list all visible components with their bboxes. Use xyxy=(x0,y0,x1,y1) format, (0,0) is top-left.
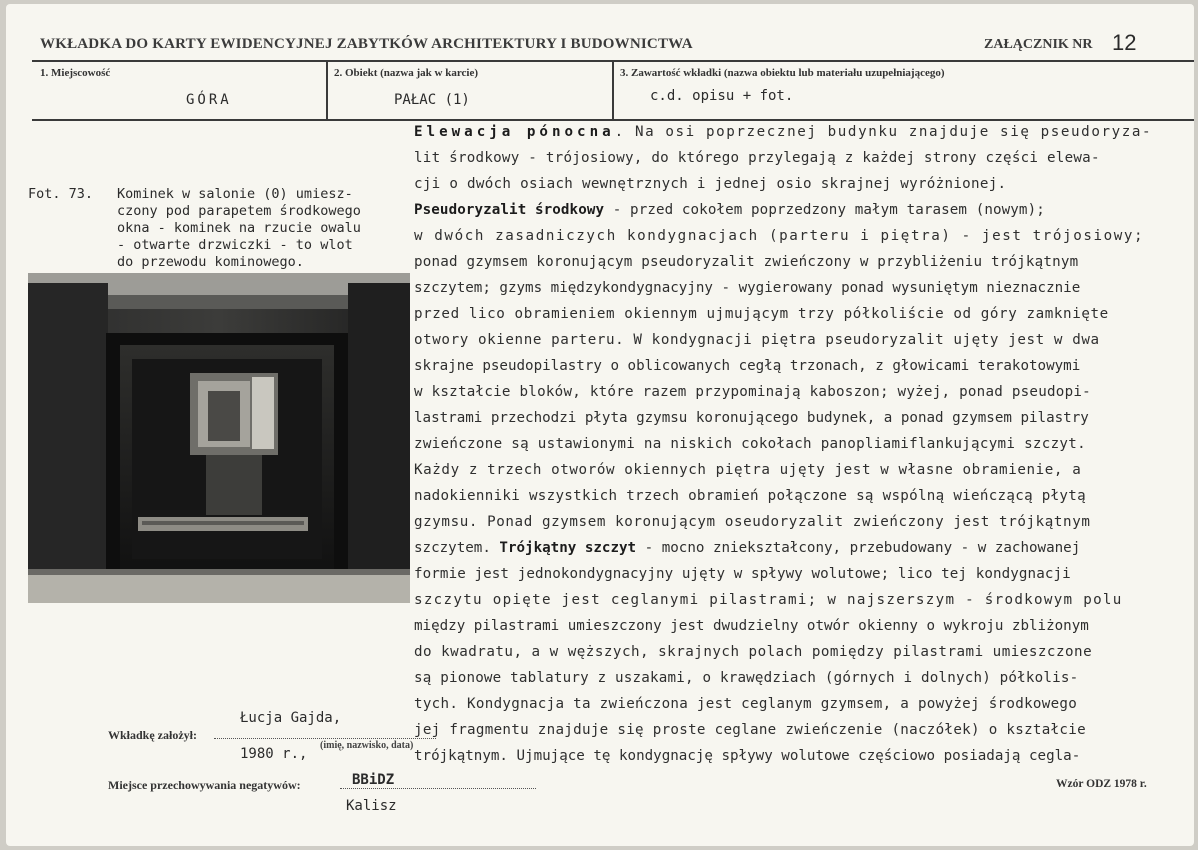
attachment-label: ZAŁĄCZNIK NR xyxy=(984,37,1093,52)
fireplace-photo-image xyxy=(28,273,410,603)
author-year: 1980 r., xyxy=(240,746,308,762)
content-label: 3. Zawartość wkładki (nazwa obiektu lub materiału uzupełniającego) xyxy=(620,67,945,79)
negatives-value: BBiDZ xyxy=(352,772,395,788)
negatives-city: Kalisz xyxy=(346,798,397,814)
body-line-11: w kształcie bloków, które razem przypominają kaboszon; wyżej, ponad pseudopi- xyxy=(414,384,1091,400)
body-line-19: szczytu opięte jest ceglanymi pilastrami; w najszerszym - środkowym polu xyxy=(414,592,1123,608)
fireplace-photo xyxy=(28,273,410,603)
body-line-6: ponad gzymsem koronującym pseudoryzalit zwieńczony w przybliżeniu trójkątnym xyxy=(414,254,1079,270)
body-line-15: nadokienniki wszystkich trzech obramień połączone są wspólną wieńczącą płytą xyxy=(414,488,1086,504)
body-line-2: lit środkowy - trójosiowy, do którego przylegają z każdej strony części elewa- xyxy=(414,150,1100,166)
body-line-7: szczytem; gzyms międzykondygnacyjny - wygierowany ponad wysuniętym nieznacznie xyxy=(414,280,1081,296)
author-label: Wkładkę założył: xyxy=(108,728,197,742)
body-line-24: jej fragmentu znajduje się proste ceglane zwieńczenie (naczółek) o kształcie xyxy=(414,722,1086,738)
photo-caption-line: Kominek w salonie (0) umiesz- xyxy=(117,186,353,202)
object-value: PAŁAC (1) xyxy=(394,92,470,108)
negatives-label: Miejsce przechowywania negatywów: xyxy=(108,778,301,792)
form-version: Wzór ODZ 1978 r. xyxy=(1056,778,1147,790)
body-line-8: przed lico obramieniem okiennym ujmującym trzy półkoliście od góry zamknięte xyxy=(414,306,1109,322)
field-separator-2 xyxy=(612,61,614,119)
field-separator-1 xyxy=(326,61,328,119)
body-line-5: w dwóch zasadniczych kondygnacjach (parteru i piętra) - jest trójosiowy; xyxy=(414,228,1145,244)
body-line-21: do kwadratu, a w węższych, skrajnych polach pomiędzy pilastrami umieszczone xyxy=(414,644,1093,660)
body-line-12: lastrami przechodzi płyta gzymsu koronującego budynek, a ponad gzymsem pilastry xyxy=(414,410,1089,426)
body-line-3: cji o dwóch osiach wewnętrznych i jednej osio skrajnej wyróżnionej. xyxy=(414,176,1007,192)
body-line-1: Elewacja pónocna. Na osi poprzecznej budynku znajduje się pseudoryza- xyxy=(414,124,1153,140)
body-line-17: szczytem. Trójkątny szczyt - mocno zniekształcony, przebudowany - w zachowanej xyxy=(414,540,1081,556)
body-line-10: skrajne pseudopilastry o oblicowanych cegłą trzonach, z głowicami terakotowymi xyxy=(414,358,1081,374)
photo-caption-line: do przewodu kominowego. xyxy=(117,254,304,270)
author-name: Łucja Gajda, xyxy=(240,710,342,726)
photo-ref: Fot. 73. xyxy=(28,186,94,202)
body-line-4: Pseudoryzalit środkowy - przed cokołem poprzedzony małym tarasem (nowym); xyxy=(414,202,1045,218)
card-title: WKŁADKA DO KARTY EWIDENCYJNEJ ZABYTKÓW ARCHITEKTURY I BUDOWNICTWA xyxy=(40,36,693,52)
fields-bottom-divider xyxy=(32,119,1194,121)
body-line-9: otwory okienne parteru. W kondygnacji piętra pseudoryzalit ujęty jest w dwa xyxy=(414,332,1100,348)
author-hint: (imię, nazwisko, data) xyxy=(320,740,414,751)
body-line-13: zwieńczone są ustawionymi na niskich cokołach panopliamiflankującymi szczyt. xyxy=(414,436,1086,452)
content-value: c.d. opisu + fot. xyxy=(650,88,794,104)
author-name-line xyxy=(214,738,436,739)
body-line-18: formie jest jednokondygnacyjny ujęty w spływy wolutowe; lico tej kondygnacji xyxy=(414,566,1071,582)
body-line-25: trójkątnym. Ujmujące tę kondygnację spływy wolutowe częściowo posiadają cegla- xyxy=(414,748,1081,764)
body-line-22: są pionowe tablatury z uszakami, o krawędziach (górnych i dolnych) półkolis- xyxy=(414,670,1079,686)
attachment-number: 12 xyxy=(1112,30,1137,55)
body-line-16: gzymsu. Ponad gzymsem koronującym oseudoryzalit zwieńczony jest trójkątnym xyxy=(414,514,1091,530)
locality-label: 1. Miejscowość xyxy=(40,67,111,79)
photo-caption-line: okna - kominek na rzucie owalu xyxy=(117,220,361,236)
record-card xyxy=(6,4,1194,846)
negatives-line xyxy=(340,788,536,789)
body-line-14: Każdy z trzech otworów okiennych piętra ujęty jest w własne obramienie, a xyxy=(414,462,1082,478)
photo-caption-line: - otwarte drzwiczki - to wlot xyxy=(117,237,353,253)
body-line-20: między pilastrami umieszczony jest dwudzielny otwór okienny o wykroju zbliżonym xyxy=(414,618,1089,634)
object-label: 2. Obiekt (nazwa jak w karcie) xyxy=(334,67,479,79)
body-line-23: tych. Kondygnacja ta zwieńczona jest ceglanym gzymsem, a powyżej środkowego xyxy=(414,696,1078,712)
section-heading: Trójkątny szczyt xyxy=(499,540,637,556)
section-heading: Pseudoryzalit środkowy xyxy=(414,202,605,218)
locality-value: GÓRA xyxy=(186,92,232,108)
section-heading: Elewacja pónocna xyxy=(414,124,615,140)
photo-caption-line: czony pod parapetem środkowego xyxy=(117,203,361,219)
